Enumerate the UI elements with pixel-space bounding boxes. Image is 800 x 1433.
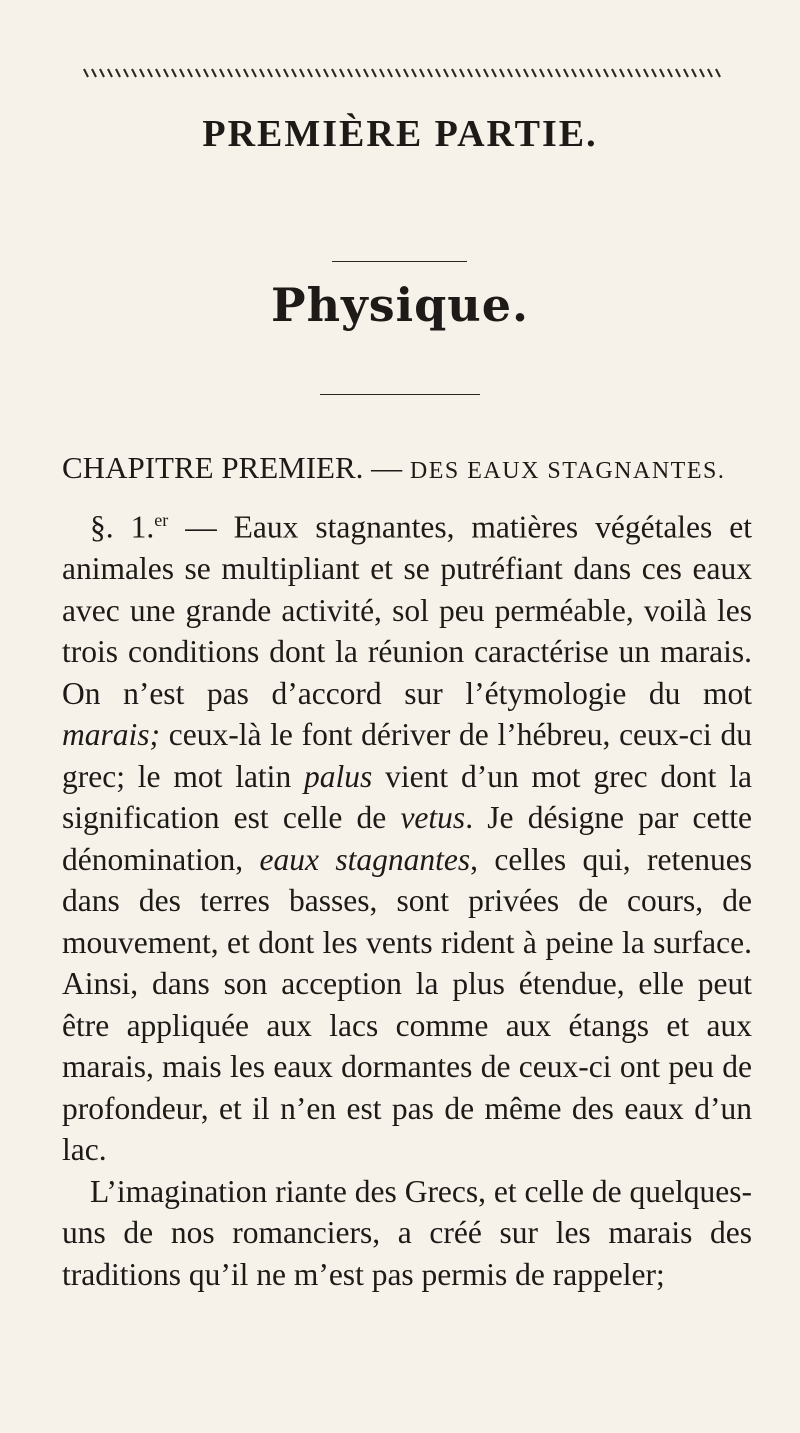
italic-term-eaux-stagnantes: eaux stagnantes bbox=[259, 841, 471, 877]
divider-rule-top bbox=[332, 261, 467, 262]
paragraph-1-text-c: vient d’un mot grec dont la signification est celle de bbox=[62, 758, 752, 835]
chapter-dash: — bbox=[371, 450, 403, 485]
italic-term-vetus: vetus bbox=[400, 800, 466, 835]
paragraph-2: L’imagination riante des Grecs, et celle de quelques-uns de nos romanciers, a créé sur les marais des traditions qu’il ne m’est pas permis de rappeler; bbox=[62, 1173, 752, 1292]
section-mark-superscript: er bbox=[154, 510, 169, 530]
paragraph-1-text-a: — Eaux stagnantes, matières végétales et animales se multipliant et se putréfiant dans ces eaux avec une grande activité, sol peu perméable, voilà les trois conditions dont la réunion caractérise un marais. On n’est pas d’accord sur l’étymologie du mot bbox=[62, 509, 752, 711]
italic-term-palus: palus bbox=[304, 758, 373, 794]
divider-rule-bottom bbox=[320, 394, 480, 395]
section-mark: §. 1. bbox=[90, 509, 155, 545]
paragraph-1-text-d: . Je désigne par cette dénomination, bbox=[62, 800, 752, 877]
chapter-subtitle: DES EAUX STAGNANTES. bbox=[409, 458, 726, 484]
chapter-label: CHAPITRE PREMIER. bbox=[62, 450, 364, 485]
part-title: PREMIÈRE PARTIE. bbox=[202, 113, 598, 155]
italic-term-marais: marais; bbox=[62, 717, 161, 752]
paragraph-1 bbox=[62, 500, 752, 1171]
decorative-ornament-band bbox=[82, 58, 722, 88]
paragraph-1-text-e: , celles qui, retenues dans des terres basses, sont privées de cours, de mouvement, et dont les vents rident à peine la surface. Ainsi, dans son acception la plus étendue, elle peut être appliquée aux lacs comme aux étangs et aux marais, mais les eaux dormantes de ceux-ci ont peu de profondeur, et il n’en est pas de même des eaux d’un lac. bbox=[62, 841, 752, 1167]
chapter-heading bbox=[62, 450, 742, 486]
section-title: Physique. bbox=[270, 278, 530, 332]
paragraph-1-text-b: ceux-là le font dériver de l’hébreu, ceux-ci du grec; le mot latin bbox=[62, 717, 752, 794]
body-text bbox=[62, 500, 752, 1295]
